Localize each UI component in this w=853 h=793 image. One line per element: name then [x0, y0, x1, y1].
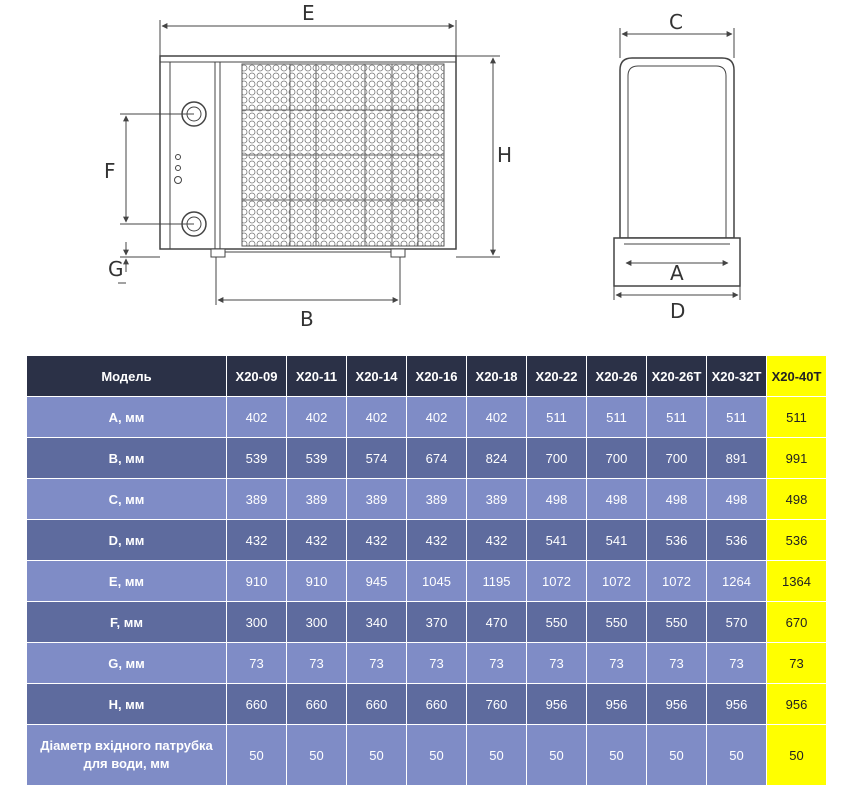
table-cell: 50: [527, 725, 587, 786]
table-cell: 73: [767, 643, 827, 684]
row-label: C, мм: [27, 479, 227, 520]
table-cell: 402: [467, 397, 527, 438]
table-cell: 1045: [407, 561, 467, 602]
table-cell: 700: [647, 438, 707, 479]
table-cell: 991: [767, 438, 827, 479]
table-row: [27, 397, 827, 438]
header-model: X20-32T: [707, 356, 767, 397]
table-cell: 370: [407, 602, 467, 643]
table-cell: 300: [227, 602, 287, 643]
table-cell: 498: [647, 479, 707, 520]
table-cell: 389: [347, 479, 407, 520]
table-cell: 511: [527, 397, 587, 438]
header-model: X20-09: [227, 356, 287, 397]
table-cell: 536: [647, 520, 707, 561]
header-model: X20-22: [527, 356, 587, 397]
table-cell: 432: [347, 520, 407, 561]
table-cell: 340: [347, 602, 407, 643]
dim-label-f: F: [104, 159, 116, 183]
table-cell: 432: [467, 520, 527, 561]
table-row: [27, 438, 827, 479]
table-row: [27, 684, 827, 725]
table-cell: 550: [647, 602, 707, 643]
row-label: F, мм: [27, 602, 227, 643]
row-label: H, мм: [27, 684, 227, 725]
table-cell: 539: [227, 438, 287, 479]
table-cell: 660: [407, 684, 467, 725]
table-cell: 432: [407, 520, 467, 561]
table-cell: 73: [527, 643, 587, 684]
dim-label-b: B: [300, 307, 314, 331]
front-view: [160, 56, 456, 257]
table-cell: 511: [707, 397, 767, 438]
dim-label-h: H: [497, 143, 513, 167]
table-cell: 956: [707, 684, 767, 725]
table-cell: 73: [467, 643, 527, 684]
table-cell: 73: [347, 643, 407, 684]
table-row: [27, 561, 827, 602]
table-cell: 550: [527, 602, 587, 643]
table-cell: 660: [287, 684, 347, 725]
table-cell: 50: [227, 725, 287, 786]
table-cell: 956: [647, 684, 707, 725]
table-cell: 660: [227, 684, 287, 725]
table-row: [27, 520, 827, 561]
table-cell: 570: [707, 602, 767, 643]
table-cell: 73: [707, 643, 767, 684]
row-label: E, мм: [27, 561, 227, 602]
table-cell: 541: [587, 520, 647, 561]
table-cell: 73: [587, 643, 647, 684]
header-model: X20-16: [407, 356, 467, 397]
table-cell: 432: [227, 520, 287, 561]
table-cell: 50: [407, 725, 467, 786]
table-cell: 760: [467, 684, 527, 725]
row-label-line: для води, мм: [83, 756, 170, 771]
table-cell: 674: [407, 438, 467, 479]
header-model: X20-14: [347, 356, 407, 397]
table-cell: 1364: [767, 561, 827, 602]
table-row: [27, 602, 827, 643]
table-cell: 50: [467, 725, 527, 786]
dim-label-g: G: [108, 257, 124, 281]
table-cell: 541: [527, 520, 587, 561]
table-cell: 73: [287, 643, 347, 684]
table-header-row: [27, 356, 827, 397]
table-cell: 945: [347, 561, 407, 602]
row-label: [27, 725, 227, 786]
table-cell: 300: [287, 602, 347, 643]
table-cell: 402: [347, 397, 407, 438]
table-cell: 1264: [707, 561, 767, 602]
table-cell: 536: [707, 520, 767, 561]
table-cell: 1072: [527, 561, 587, 602]
table-cell: 498: [527, 479, 587, 520]
table-cell: 73: [227, 643, 287, 684]
spec-table: [26, 355, 827, 786]
table-cell: 50: [287, 725, 347, 786]
table-cell: 511: [767, 397, 827, 438]
table-cell: 910: [287, 561, 347, 602]
table-cell: 50: [707, 725, 767, 786]
table-cell: 891: [707, 438, 767, 479]
table-cell: 73: [647, 643, 707, 684]
table-cell: 50: [587, 725, 647, 786]
row-label: B, мм: [27, 438, 227, 479]
table-cell: 956: [527, 684, 587, 725]
dim-label-c: C: [669, 10, 683, 34]
table-cell: 511: [647, 397, 707, 438]
table-cell: 498: [587, 479, 647, 520]
table-cell: 73: [407, 643, 467, 684]
table-cell: 511: [587, 397, 647, 438]
header-model: X20-18: [467, 356, 527, 397]
header-model-highlighted: X20-40T: [767, 356, 827, 397]
table-cell: 402: [227, 397, 287, 438]
table-cell: 670: [767, 602, 827, 643]
table-cell: 550: [587, 602, 647, 643]
header-model: X20-26: [587, 356, 647, 397]
table-cell: 389: [407, 479, 467, 520]
dimension-drawing: [0, 0, 853, 345]
table-cell: 956: [767, 684, 827, 725]
table-cell: 470: [467, 602, 527, 643]
table-row: [27, 479, 827, 520]
table-cell: 50: [767, 725, 827, 786]
table-cell: 402: [407, 397, 467, 438]
table-cell: 700: [587, 438, 647, 479]
header-model-label: Модель: [27, 356, 227, 397]
table-cell: 50: [347, 725, 407, 786]
row-label: A, мм: [27, 397, 227, 438]
table-row: [27, 643, 827, 684]
table-cell: 432: [287, 520, 347, 561]
table-cell: 956: [587, 684, 647, 725]
table-cell: 389: [467, 479, 527, 520]
table-cell: 824: [467, 438, 527, 479]
table-cell: 1195: [467, 561, 527, 602]
table-cell: 1072: [647, 561, 707, 602]
table-cell: 498: [707, 479, 767, 520]
table-row: [27, 725, 827, 786]
table-cell: 660: [347, 684, 407, 725]
table-cell: 50: [647, 725, 707, 786]
table-cell: 498: [767, 479, 827, 520]
header-model: X20-11: [287, 356, 347, 397]
dim-label-d: D: [670, 299, 686, 323]
side-view: [614, 58, 740, 286]
row-label: G, мм: [27, 643, 227, 684]
table-cell: 536: [767, 520, 827, 561]
dim-label-e: E: [302, 1, 315, 25]
table-cell: 1072: [587, 561, 647, 602]
table-cell: 402: [287, 397, 347, 438]
header-model: X20-26T: [647, 356, 707, 397]
row-label-line: Діаметр вхідного патрубка: [40, 738, 213, 753]
table-cell: 389: [287, 479, 347, 520]
table-cell: 389: [227, 479, 287, 520]
dim-label-a: A: [670, 261, 684, 285]
row-label: D, мм: [27, 520, 227, 561]
table-cell: 910: [227, 561, 287, 602]
table-cell: 539: [287, 438, 347, 479]
table-cell: 700: [527, 438, 587, 479]
table-cell: 574: [347, 438, 407, 479]
